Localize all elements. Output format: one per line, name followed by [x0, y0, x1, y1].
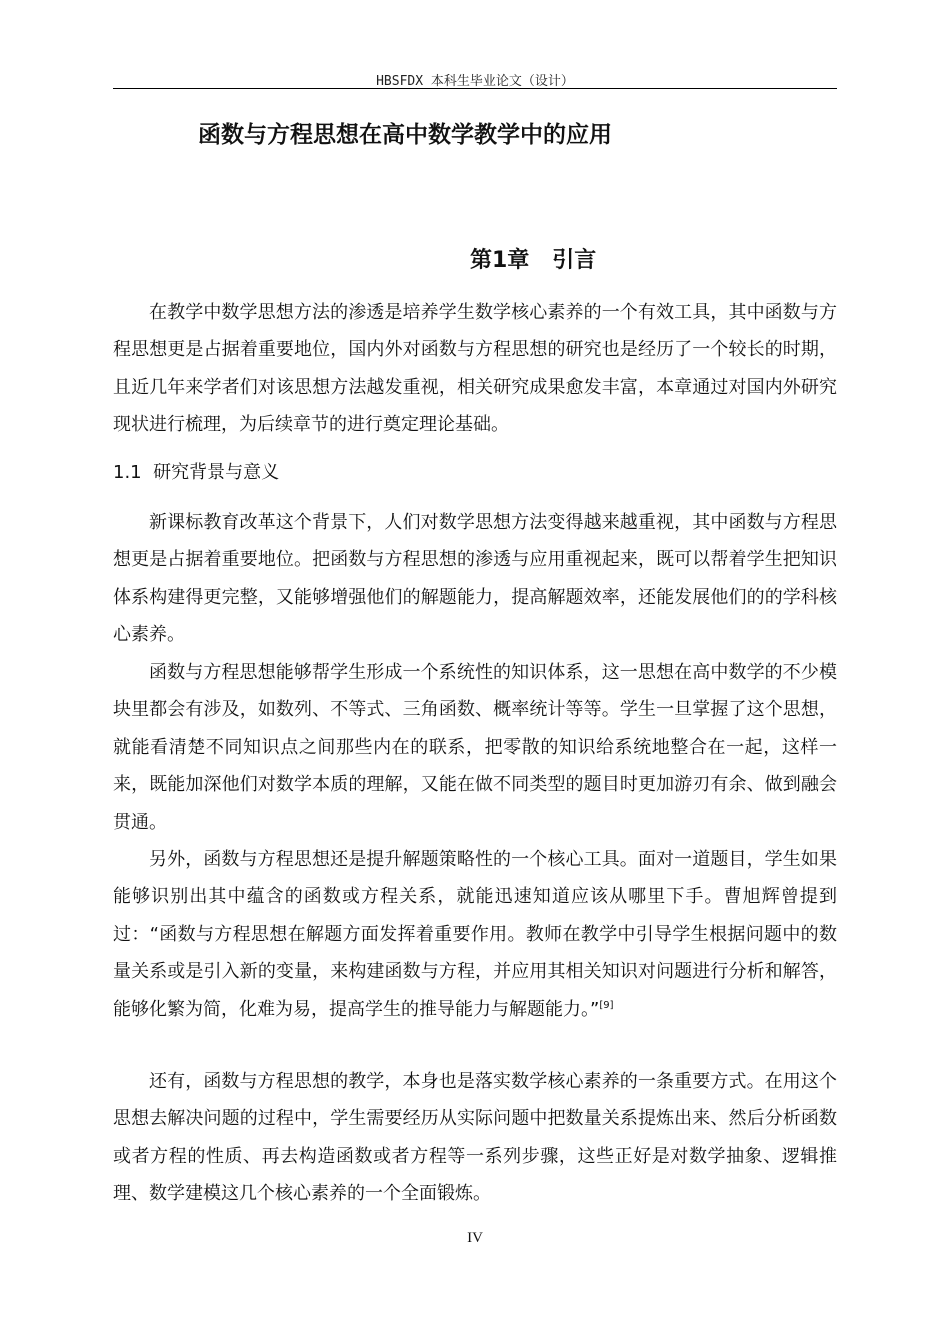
citation-marker: [9]: [599, 999, 614, 1011]
paragraph-knowledge-system: 函数与方程思想能够帮学生形成一个系统性的知识体系，这一思想在高中数学的不少模块里都会有涉及，如数列、不等式、三角函数、概率统计等等。学生一旦掌握了这个思想，就能看清楚不同知识点之间那些内在的联系，把零散的知识给系统地整合在一起，这样一来，既能加深他们对数学本质的理解，又能在做不同类型的题目时更加游刃有余、做到融会贯通。: [113, 662, 837, 833]
intro-paragraph: 在教学中数学思想方法的渗透是培养学生数学核心素养的一个有效工具，其中函数与方程思想更是占据着重要地位，国内外对函数与方程思想的研究也是经历了一个较长的时期，且近几年来学者们对该思想方法越发重视，相关研究成果愈发丰富，本章通过对国内外研究现状进行梳理，为后续章节的进行奠定理论基础。: [113, 302, 837, 436]
paragraph-core-literacy: 还有，函数与方程思想的教学，本身也是落实数学核心素养的一条重要方式。在用这个思想去解决问题的过程中，学生需要经历从实际问题中把数量关系提炼出来、然后分析函数或者方程的性质、再去构造函数或者方程等一系列步骤，这些正好是对数学抽象、逻辑推理、数学建模这几个核心素养的一个全面锻炼。: [113, 1071, 837, 1205]
running-header: HBSFDX 本科生毕业论文（设计）: [376, 74, 574, 89]
paragraph-problem-solving-text: 另外，函数与方程思想还是提升解题策略性的一个核心工具。面对一道题目，学生如果能够识别出其中蕴含的函数或方程关系，就能迅速知道应该从哪里下手。曹旭辉曾提到过：“函数与方程思想在解题方面发挥着重要作用。教师在教学中引导学生根据问题中的数量关系或是引入新的变量，来构建函数与方程，并应用其相关知识对问题进行分析和解答，能够化繁为简，化难为易，提高学生的推导能力与解题能力。”: [113, 849, 837, 1020]
section-heading: 1.1 研究背景与意义: [113, 462, 280, 483]
thesis-title: 函数与方程思想在高中数学教学中的应用: [198, 122, 612, 148]
header-rule: [113, 88, 837, 89]
paragraph-problem-solving: [113, 841, 837, 1028]
paragraph-background: 新课标教育改革这个背景下，人们对数学思想方法变得越来越重视，其中函数与方程思想更是占据着重要地位。把函数与方程思想的渗透与应用重视起来，既可以帮着学生把知识体系构建得更完整，又能够增强他们的解题能力，提高解题效率，还能发展他们的的学科核心素养。: [113, 512, 837, 646]
chapter-heading: 第1章 引言: [470, 248, 597, 273]
page-number: IV: [467, 1230, 483, 1246]
